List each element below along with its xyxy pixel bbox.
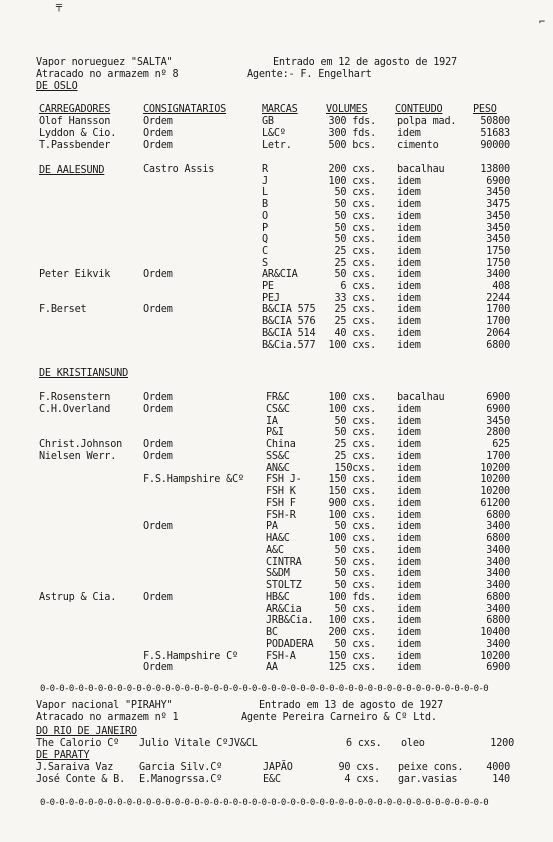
port-paraty: DE PARATY — [36, 750, 90, 761]
row-volume: 100 fds. — [328, 591, 376, 603]
row-peso: 3400 — [486, 556, 510, 568]
row-peso: 140 — [492, 773, 510, 785]
row-peso: 6800 — [486, 533, 510, 544]
row-conteudo: bacalhau — [397, 392, 445, 403]
row-peso: 51683 — [480, 128, 510, 139]
rio-consignatario: Julio Vitale CºJV&CL — [139, 738, 258, 749]
row-volume: 50 cxs. — [334, 187, 376, 199]
row-carregador: Lyddon & Cio. — [39, 128, 117, 139]
row-carregador: J.Saraiva Vaz — [36, 762, 114, 773]
row-volume: 50 cxs. — [334, 222, 376, 234]
row-volume: 100 cxs. — [328, 403, 376, 415]
row-marca: B&Cia.577 — [262, 339, 316, 351]
row-volume: 50 cxs. — [334, 234, 376, 246]
row-carregador: Olof Hansson — [39, 116, 111, 127]
row-conteudo: idem — [397, 403, 421, 415]
row-conteudo: idem — [397, 650, 421, 662]
row-marca: PE — [262, 281, 274, 292]
row-marca: E&C — [263, 773, 281, 785]
row-conteudo: idem — [397, 497, 421, 509]
row-marca: P&I — [266, 427, 284, 439]
row-conteudo: idem — [397, 603, 421, 615]
row-conteudo: idem — [397, 210, 421, 222]
row-consignatario: Garcia Silv.Cº — [139, 762, 223, 773]
row-volume: 500 bcs. — [328, 140, 376, 151]
row-peso: 10200 — [480, 486, 510, 497]
header-volumes: VOLUMES — [326, 104, 368, 115]
row-consignatario: Ordem — [143, 304, 173, 316]
row-volume: 4 cxs. — [344, 773, 380, 785]
row-marca: P — [262, 222, 268, 234]
row-volume: 100 cxs. — [328, 533, 376, 544]
row-peso: 1700 — [486, 450, 510, 462]
row-consignatario: F.S.Hampshire Cº — [143, 650, 238, 662]
row-consignatario: Castro Assis — [143, 164, 215, 175]
row-conteudo: idem — [397, 474, 421, 486]
row-peso: 3475 — [486, 199, 510, 211]
row-marca: STOLTZ — [266, 580, 302, 591]
row-carregador: Peter Eikvik — [39, 269, 111, 281]
row-marca: AR&Cia — [266, 603, 302, 615]
row-conteudo: idem — [397, 257, 421, 269]
row-carregador: Astrup & Cia. — [39, 591, 117, 603]
row-peso: 6800 — [486, 509, 510, 521]
row-marca: R — [262, 164, 268, 175]
row-consignatario: Ordem — [143, 439, 173, 450]
row-marca: FSH J- — [266, 474, 302, 486]
row-marca: AN&C — [266, 462, 290, 474]
port-rio: DO RIO DE JANEIRO — [36, 726, 137, 737]
row-marca: FR&C — [266, 392, 290, 403]
row-marca: JRB&Cia. — [266, 615, 314, 627]
row-peso: 6800 — [486, 615, 510, 627]
row-volume: 300 fds. — [328, 128, 376, 139]
row-conteudo: idem — [397, 339, 421, 351]
row-conteudo: idem — [397, 556, 421, 568]
row-peso: 3400 — [486, 603, 510, 615]
row-volume: 50 cxs. — [334, 427, 376, 439]
ship2-arrival: Entrado em 13 de agosto de 1927 — [259, 700, 443, 711]
row-peso: 1700 — [486, 316, 510, 328]
row-marca: JAPÃO — [263, 762, 293, 773]
row-peso: 10200 — [480, 462, 510, 474]
row-carregador: Christ.Johnson — [39, 439, 123, 450]
row-marca: China — [266, 439, 296, 450]
ship2-berth: Atracado no armazem nº 1 — [36, 712, 179, 723]
rio-volume: 6 cxs. — [346, 738, 382, 749]
row-conteudo: idem — [397, 615, 421, 627]
port-oslo: DE OSLO — [36, 81, 78, 92]
row-conteudo: idem — [397, 245, 421, 257]
row-peso: 4000 — [486, 762, 510, 773]
row-conteudo: gar.vasias — [398, 773, 458, 785]
row-conteudo: idem — [397, 187, 421, 199]
row-peso: 2800 — [486, 427, 510, 439]
row-marca: FSH-R — [266, 509, 296, 521]
row-volume: 50 cxs. — [334, 415, 376, 427]
ship1-agent: Agente:- F. Engelhart — [247, 69, 372, 80]
ship2-agent: Agente Pereira Carneiro & Cº Ltd. — [241, 712, 437, 723]
row-volume: 50 cxs. — [334, 603, 376, 615]
row-volume: 50 cxs. — [334, 568, 376, 580]
row-marca: HA&C — [266, 533, 290, 544]
separator-line: 0-0-0-0-0-0-0-0-0-0-0-0-0-0-0-0-0-0-0-0-0-0-0-0-0-0-0-0-0-0-0-0-0-0-0-0-0-0-0-0-0-0-0-0-0-0-0 — [40, 684, 489, 694]
row-volume: 25 cxs. — [334, 450, 376, 462]
row-marca: CS&C — [266, 403, 290, 415]
row-conteudo: idem — [397, 521, 421, 533]
row-conteudo: peixe cons. — [398, 762, 464, 773]
row-peso: 6900 — [486, 662, 510, 674]
row-consignatario: Ordem — [143, 140, 173, 151]
separator-line-bottom: 0-0-0-0-0-0-0-0-0-0-0-0-0-0-0-0-0-0-0-0-0-0-0-0-0-0-0-0-0-0-0-0-0-0-0-0-0-0-0-0-0-0-0-0-0-0-0 — [40, 798, 489, 808]
row-marca: C — [262, 245, 268, 257]
row-consignatario: F.S.Hampshire &Cº — [143, 474, 244, 486]
row-marca: L&Cº — [262, 128, 286, 139]
row-conteudo: idem — [397, 591, 421, 603]
row-volume: 100 cxs. — [328, 509, 376, 521]
row-marca: A&C — [266, 544, 284, 556]
row-volume: 900 cxs. — [328, 497, 376, 509]
row-volume: 50 cxs. — [334, 544, 376, 556]
row-volume: 100 cxs. — [328, 175, 376, 187]
row-conteudo: idem — [397, 234, 421, 246]
row-volume: 200 cxs. — [328, 164, 376, 175]
row-volume: 50 cxs. — [334, 556, 376, 568]
scan-mark: ⌐ — [539, 17, 546, 28]
row-peso: 3450 — [486, 222, 510, 234]
row-marca: B&CIA 575 — [262, 304, 316, 316]
row-peso: 3400 — [486, 638, 510, 650]
row-consignatario: E.Manogrssa.Cº — [139, 773, 223, 785]
row-marca: Letr. — [262, 140, 292, 151]
row-conteudo: idem — [397, 544, 421, 556]
scan-mark: ╤ — [56, 1, 63, 12]
row-consignatario: Ordem — [143, 450, 173, 462]
row-peso: 6900 — [486, 392, 510, 403]
row-volume: 150 cxs. — [328, 486, 376, 497]
row-marca: FSH F — [266, 497, 296, 509]
row-volume: 150 cxs. — [328, 474, 376, 486]
header-marcas: MARCAS — [262, 104, 298, 115]
row-peso: 3450 — [486, 234, 510, 246]
row-consignatario: Ordem — [143, 521, 173, 533]
row-conteudo: idem — [397, 222, 421, 234]
row-volume: 25 cxs. — [334, 257, 376, 269]
ship2-name: Vapor nacional "PIRAHY" — [36, 700, 173, 711]
row-conteudo: idem — [397, 199, 421, 211]
row-peso: 13800 — [480, 164, 510, 175]
row-conteudo: idem — [397, 533, 421, 544]
row-peso: 6900 — [486, 403, 510, 415]
rio-carregador: The Calorio Cº — [36, 738, 120, 749]
row-conteudo: cimento — [397, 140, 439, 151]
row-peso: 3450 — [486, 210, 510, 222]
row-conteudo: idem — [397, 327, 421, 339]
port-aalesund: DE AALESUND — [39, 165, 105, 176]
row-conteudo: idem — [397, 439, 421, 450]
row-marca: S — [262, 257, 268, 269]
row-consignatario: Ordem — [143, 403, 173, 415]
row-marca: Q — [262, 234, 268, 246]
row-peso: 2244 — [486, 292, 510, 304]
row-marca: B — [262, 199, 268, 211]
row-carregador: T.Passbender — [39, 140, 111, 151]
row-marca: FSH-A — [266, 650, 296, 662]
row-marca: BC — [266, 627, 278, 638]
row-volume: 40 cxs. — [334, 327, 376, 339]
row-peso: 1750 — [486, 245, 510, 257]
row-conteudo: idem — [397, 304, 421, 316]
row-volume: 100 cxs. — [328, 339, 376, 351]
row-volume: 50 cxs. — [334, 580, 376, 591]
row-volume: 33 cxs. — [334, 292, 376, 304]
ship1-arrival: Entrado em 12 de agosto de 1927 — [273, 57, 457, 68]
row-volume: 100 cxs. — [328, 615, 376, 627]
row-carregador: F.Berset — [39, 304, 87, 316]
row-peso: 1750 — [486, 257, 510, 269]
row-marca: PEJ — [262, 292, 280, 304]
row-volume: 150 cxs. — [328, 650, 376, 662]
row-conteudo: idem — [397, 175, 421, 187]
row-conteudo: idem — [397, 568, 421, 580]
row-consignatario: Ordem — [143, 116, 173, 127]
row-volume: 25 cxs. — [334, 304, 376, 316]
row-volume: 50 cxs. — [334, 210, 376, 222]
row-volume: 25 cxs. — [334, 316, 376, 328]
row-conteudo: polpa mad. — [397, 116, 457, 127]
row-conteudo: idem — [397, 269, 421, 281]
row-volume: 90 cxs. — [338, 762, 380, 773]
rio-conteudo: oleo — [401, 738, 425, 749]
row-peso: 10400 — [480, 627, 510, 638]
row-volume: 6 cxs. — [340, 281, 376, 292]
row-volume: 200 cxs. — [328, 627, 376, 638]
row-conteudo: idem — [397, 415, 421, 427]
row-marca: AA — [266, 662, 278, 674]
rio-peso: 1200 — [490, 738, 514, 749]
ship1-berth: Atracado no armazem nº 8 — [36, 69, 179, 80]
row-volume: 50 cxs. — [334, 269, 376, 281]
header-conteudo: CONTEUDO — [395, 104, 443, 115]
row-conteudo: bacalhau — [397, 164, 445, 175]
row-conteudo: idem — [397, 662, 421, 674]
row-volume: 50 cxs. — [334, 199, 376, 211]
row-peso: 1700 — [486, 304, 510, 316]
row-carregador: C.H.Overland — [39, 403, 111, 415]
row-marca: PODADERA — [266, 638, 314, 650]
row-consignatario: Ordem — [143, 128, 173, 139]
row-volume: 50 cxs. — [334, 638, 376, 650]
row-conteudo: idem — [397, 580, 421, 591]
row-peso: 625 — [492, 439, 510, 450]
row-marca: IA — [266, 415, 278, 427]
row-marca: PA — [266, 521, 278, 533]
header-peso: PESO — [473, 104, 497, 115]
row-conteudo: idem — [397, 627, 421, 638]
row-marca: CINTRA — [266, 556, 302, 568]
row-marca: SS&C — [266, 450, 290, 462]
row-consignatario: Ordem — [143, 269, 173, 281]
row-consignatario: Ordem — [143, 392, 173, 403]
row-peso: 6800 — [486, 591, 510, 603]
header-carregadores: CARREGADORES — [39, 104, 111, 115]
port-kristiansund: DE KRISTIANSUND — [39, 368, 129, 379]
header-consignatarios: CONSIGNATARIOS — [143, 104, 227, 115]
row-carregador: José Conte & B. — [36, 773, 126, 785]
row-conteudo: idem — [397, 281, 421, 292]
row-consignatario: Ordem — [143, 591, 173, 603]
row-conteudo: idem — [397, 292, 421, 304]
row-marca: GB — [262, 116, 274, 127]
row-conteudo: idem — [397, 450, 421, 462]
row-peso: 3400 — [486, 580, 510, 591]
row-peso: 10200 — [480, 474, 510, 486]
row-peso: 3400 — [486, 544, 510, 556]
row-conteudo: idem — [397, 128, 421, 139]
row-volume: 100 cxs. — [328, 392, 376, 403]
row-conteudo: idem — [397, 316, 421, 328]
row-peso: 3400 — [486, 269, 510, 281]
row-peso: 90000 — [480, 140, 510, 151]
row-peso: 2064 — [486, 327, 510, 339]
row-volume: 25 cxs. — [334, 439, 376, 450]
row-peso: 3400 — [486, 568, 510, 580]
row-marca: B&CIA 576 — [262, 316, 316, 328]
row-volume: 125 cxs. — [328, 662, 376, 674]
row-conteudo: idem — [397, 509, 421, 521]
row-conteudo: idem — [397, 427, 421, 439]
row-volume: 25 cxs. — [334, 245, 376, 257]
row-volume: 150cxs. — [334, 462, 376, 474]
row-peso: 6900 — [486, 175, 510, 187]
row-peso: 408 — [492, 281, 510, 292]
row-carregador: F.Rosenstern — [39, 392, 111, 403]
row-marca: FSH K — [266, 486, 296, 497]
row-peso: 10200 — [480, 650, 510, 662]
row-peso: 6800 — [486, 339, 510, 351]
ship1-name: Vapor norueguez "SALTA" — [36, 57, 173, 68]
row-conteudo: idem — [397, 462, 421, 474]
row-peso: 3400 — [486, 521, 510, 533]
row-peso: 3450 — [486, 415, 510, 427]
row-conteudo: idem — [397, 638, 421, 650]
row-marca: J — [262, 175, 268, 187]
row-peso: 3450 — [486, 187, 510, 199]
row-carregador: Nielsen Werr. — [39, 450, 117, 462]
row-conteudo: idem — [397, 486, 421, 497]
row-peso: 50800 — [480, 116, 510, 127]
row-marca: B&CIA 514 — [262, 327, 316, 339]
row-marca: S&DM — [266, 568, 290, 580]
row-marca: O — [262, 210, 268, 222]
row-volume: 300 fds. — [328, 116, 376, 127]
row-marca: AR&CIA — [262, 269, 298, 281]
row-volume: 50 cxs. — [334, 521, 376, 533]
row-peso: 61200 — [480, 497, 510, 509]
row-marca: HB&C — [266, 591, 290, 603]
row-marca: L — [262, 187, 268, 199]
row-consignatario: Ordem — [143, 662, 173, 674]
